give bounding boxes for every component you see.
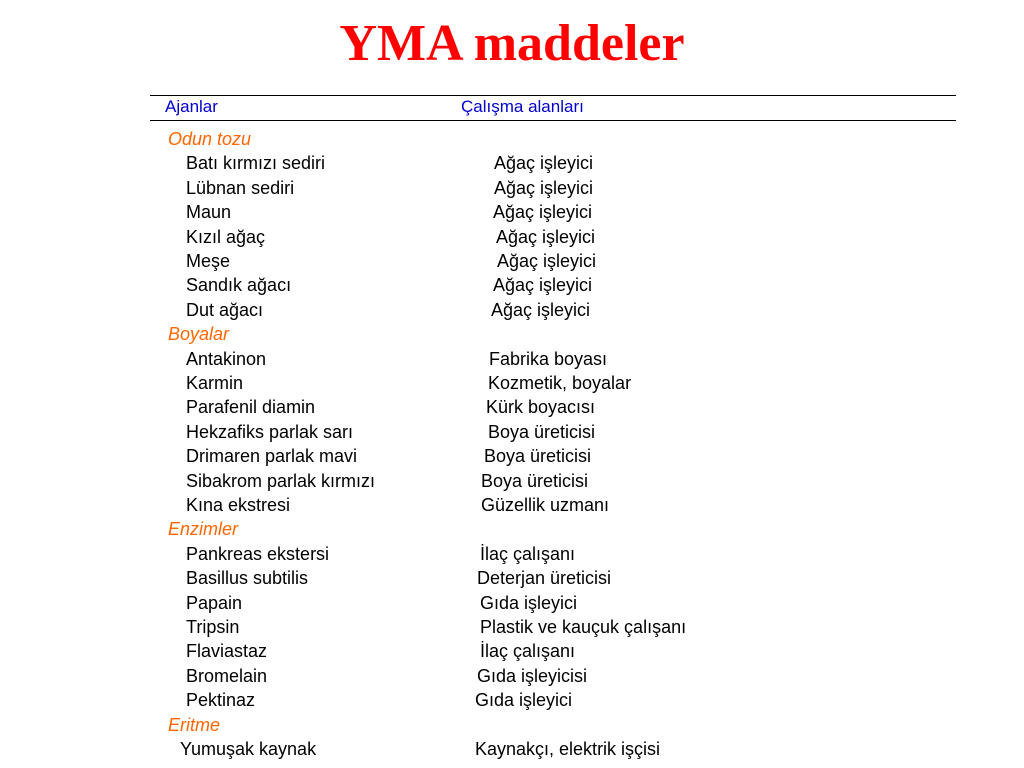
agent-name: Bromelain [186,665,268,686]
agent-name: Kına ekstresi [186,495,291,515]
table-row [0,737,1024,761]
work-area: Gıda işleyici [475,690,573,711]
table-row [0,639,1024,663]
agent-name: Batı kırmızı sediri [186,153,326,174]
agent-name: Meşe [186,251,231,271]
table-row [0,420,1024,444]
table-row [0,615,1024,639]
agent-name: Yumuşak kaynak [180,739,317,759]
table-row [0,249,1024,273]
work-area: Ağaç işleyici [494,153,594,174]
work-area: Güzellik uzmanı [481,495,610,515]
work-area: Plastik ve kauçuk çalışanı [480,617,687,637]
agent-name: Flaviastaz [186,641,268,662]
table-row [0,347,1024,371]
work-area: Boya üreticisi [484,446,592,467]
table-row [0,688,1024,712]
table-row [0,591,1024,615]
work-area: Boya üreticisi [488,421,596,442]
category-row [0,713,1024,737]
agent-name: Parafenil diamin [186,397,316,418]
table-row [0,176,1024,200]
category-row [0,127,1024,151]
work-area: Boya üreticisi [481,470,589,491]
agent-name: Kızıl ağaç [186,226,266,247]
work-area: Ağaç işleyici [493,202,593,223]
header-agents: Ajanlar [165,97,218,116]
table-row [0,200,1024,224]
agent-name: Sandık ağacı [186,275,292,296]
category-label: Eritme [168,714,221,735]
table-row [0,371,1024,395]
table-row [0,664,1024,688]
work-area: Kozmetik, boyalar [488,373,632,393]
table-row [0,273,1024,297]
table-row [0,298,1024,322]
table-header-rule [150,120,956,121]
work-area: Ağaç işleyici [493,275,593,296]
work-area: Fabrika boyası [489,348,608,369]
work-area: Gıda işleyici [480,592,578,613]
table-row [0,469,1024,493]
table-row [0,493,1024,517]
table-row [0,444,1024,468]
work-area: Ağaç işleyici [496,226,596,247]
category-row [0,322,1024,346]
agent-name: Antakinon [186,348,267,369]
table-row [0,566,1024,590]
agent-name: Pankreas ekstersi [186,543,330,564]
header-work-areas: Çalışma alanları [461,97,584,116]
agent-name: Karmin [186,373,244,393]
slide-title: YMA maddeler [339,15,685,72]
agent-name: Lübnan sediri [186,177,295,198]
work-area: Ağaç işleyici [494,177,594,198]
work-area: Ağaç işleyici [491,299,591,320]
work-area: Gıda işleyicisi [477,665,588,686]
agent-name: Pektinaz [186,690,256,711]
category-row [0,517,1024,541]
agent-name: Basillus subtilis [186,568,309,589]
category-label: Odun tozu [168,129,252,149]
agent-name: Drimaren parlak mavi [186,446,358,467]
work-area: İlaç çalışanı [480,641,576,662]
agent-name: Sibakrom parlak kırmızı [186,470,376,491]
category-label: Boyalar [168,324,230,345]
agent-name: Maun [186,202,232,223]
work-area: Kürk boyacısı [486,397,596,418]
agent-name: Tripsin [186,617,240,637]
work-area: Kaynakçı, elektrik işçisi [475,739,661,759]
agent-name: Papain [186,592,243,613]
table-row [0,225,1024,249]
work-area: İlaç çalışanı [480,543,576,564]
table-row [0,395,1024,419]
table-row [0,151,1024,175]
work-area: Ağaç işleyici [497,251,597,271]
table-row [0,542,1024,566]
work-area: Deterjan üreticisi [477,568,612,589]
agent-name: Dut ağacı [186,299,264,320]
category-label: Enzimler [168,519,239,540]
agent-name: Hekzafiks parlak sarı [186,421,354,442]
